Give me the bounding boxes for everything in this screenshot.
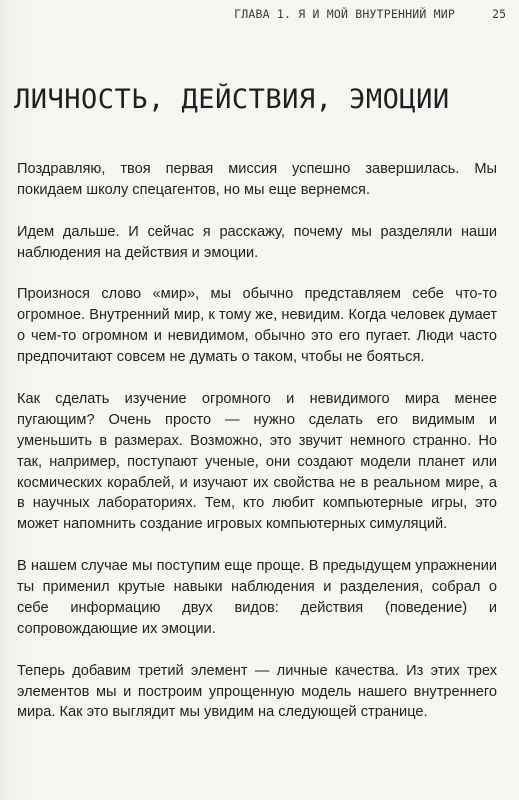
page-number: 25 (492, 7, 506, 21)
paragraph: Идем дальше. И сейчас я расскажу, почему мы разделяли наши наблюдения на действия и эмоции. (17, 223, 497, 261)
running-head: ГЛАВА 1. Я И МОЙ ВНУТРЕННИЙ МИР (234, 7, 455, 21)
paragraph: Как сделать изучение огромного и невидимого мира менее пугающим? Очень просто — нужно сделать его видимым и уменьшить в размерах. Возможно, это звучит немного странно. Но так, например, поступают ученые, они создают модели планет или космических кораблей, и изучают их свойства не в реальном мире, а в научных лабораториях. Тем, кто любит компьютерные игры, это может напомнить создание игровых компьютерных симуляций. (17, 390, 497, 533)
body-text (17, 159, 497, 723)
paragraph: В нашем случае мы поступим еще проще. В предыдущем упражнении ты применил крутые навыки наблюдения и разделения, собрал о себе информацию двух видов: действия (поведение) и сопровождающие их эмоции. (17, 558, 497, 637)
section-title: ЛИЧНОСТЬ, ДЕЙСТВИЯ, ЭМОЦИИ (14, 84, 450, 115)
paragraph: Поздравляю, твоя первая миссия успешно завершилась. Мы покидаем школу спецагентов, но мы еще вернемся. (17, 161, 497, 198)
paragraph: Теперь добавим третий элемент — личные качества. Из этих трех элементов мы и построим упрощенную модель нашего внутреннего мира. Как это выглядит мы увидим на следующей странице. (17, 662, 497, 721)
paragraph: Произнося слово «мир», мы обычно представляем себе что-то огромное. Внутренний мир, к тому же, невидим. Когда человек думает о чем-то огромном и невидимом, обычно это его пугает. Люди часто предпочитают совсем не думать о таком, чтобы не бояться. (17, 286, 497, 366)
